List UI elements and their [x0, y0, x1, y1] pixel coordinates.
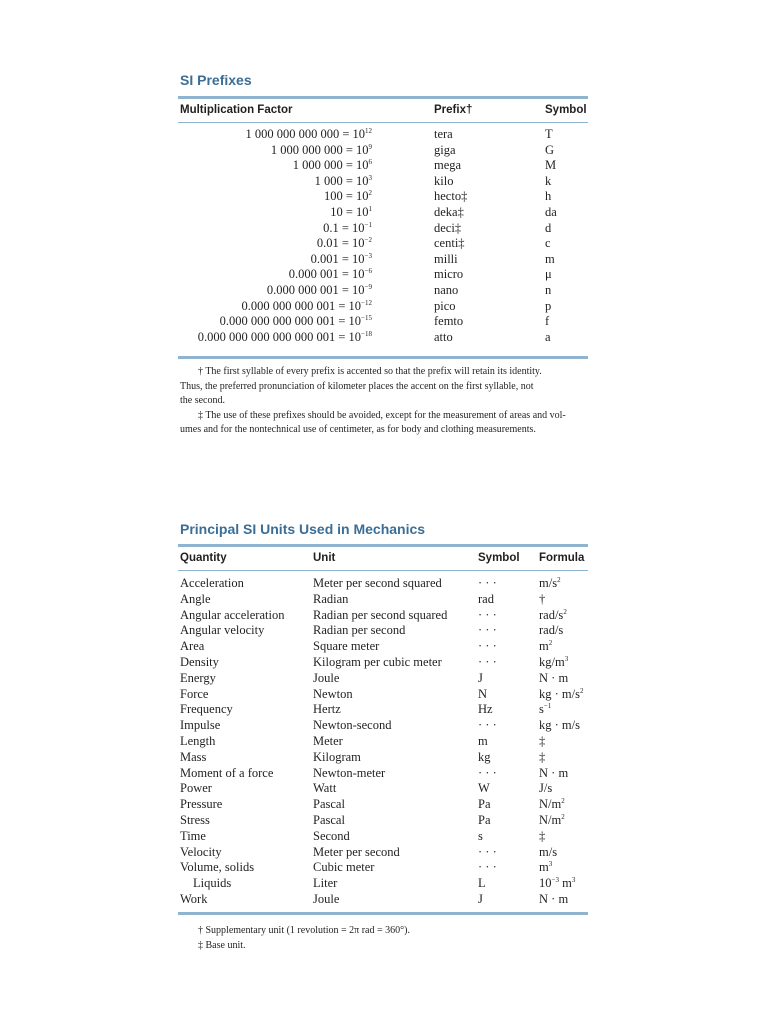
si-prefixes-top-rule — [178, 96, 588, 99]
unit-symbol: N — [478, 686, 488, 701]
prefix-name: deka‡ — [434, 205, 464, 219]
unit-name: Meter per second — [313, 844, 400, 859]
unit-name: Kilogram per cubic meter — [313, 655, 442, 669]
prefix-symbol: k — [545, 173, 552, 188]
prefix-symbol: n — [545, 283, 552, 297]
factor-exponent: 9 — [368, 142, 372, 151]
prefix-row — [0, 235, 768, 251]
factor-exponent: 3 — [368, 173, 372, 182]
unit-formula — [539, 638, 552, 654]
factor-value: 1 000 000 000 = 10 — [270, 142, 369, 157]
si-prefixes-footnotes — [180, 365, 590, 438]
unit-name: Newton-meter — [313, 765, 386, 780]
si-prefixes-title: SI Prefixes — [180, 72, 252, 88]
prefix-symbol: d — [545, 220, 552, 235]
formula-exponent: −3 — [551, 876, 559, 885]
si-prefixes-header-rule — [178, 122, 588, 123]
unit-row — [0, 812, 768, 828]
quantity-name: Velocity — [180, 844, 222, 859]
header-symbol-mechanics: Symbol — [478, 552, 520, 564]
unit-formula — [539, 654, 568, 670]
formula-base: N/m — [539, 813, 562, 827]
multiplication-factor — [315, 173, 372, 189]
formula-exponent: 2 — [563, 607, 567, 616]
factor-exponent: 12 — [365, 127, 372, 135]
unit-row — [0, 591, 768, 607]
unit-formula — [539, 686, 583, 702]
prefix-symbol: T — [545, 127, 553, 141]
prefix-row — [0, 204, 768, 220]
quantity-name: Length — [180, 734, 216, 748]
quantity-name: Density — [180, 655, 219, 669]
unit-formula — [539, 575, 561, 591]
formula-base: N · m — [539, 670, 569, 685]
factor-value: 100 = 10 — [323, 189, 369, 204]
prefix-name: deci‡ — [434, 220, 462, 235]
prefix-row — [0, 251, 768, 267]
unit-formula — [539, 780, 552, 796]
formula-base: N · m — [539, 765, 569, 780]
multiplication-factor — [323, 220, 372, 236]
prefix-symbol: h — [545, 189, 552, 204]
prefix-name: pico — [434, 298, 456, 313]
unit-symbol: Pa — [478, 797, 491, 812]
factor-value: 1 000 000 = 10 — [292, 158, 369, 173]
unit-symbol: · · · — [478, 718, 497, 733]
prefix-symbol: p — [545, 298, 552, 313]
unit-row — [0, 622, 768, 638]
unit-name: Radian per second squared — [313, 607, 448, 622]
factor-value: 0.000 001 = 10 — [288, 267, 365, 282]
unit-name: Pascal — [313, 797, 345, 812]
prefix-row — [0, 157, 768, 173]
prefix-row — [0, 329, 768, 345]
prefix-name: tera — [434, 127, 453, 141]
unit-name: Newton — [313, 686, 353, 701]
unit-name: Radian per second — [313, 623, 406, 638]
factor-value: 10 = 10 — [330, 205, 369, 219]
prefix-row — [0, 142, 768, 158]
footnote-line: Thus, the preferred pronunciation of kilometer places the accent on the first syllable, not — [180, 380, 534, 392]
unit-row — [0, 828, 768, 844]
unit-row — [0, 859, 768, 875]
prefix-symbol: a — [545, 329, 551, 344]
mechanics-units-header-rule — [178, 570, 588, 571]
unit-formula — [539, 812, 565, 828]
formula-exponent: 2 — [561, 813, 565, 821]
formula-exponent: 3 — [548, 860, 553, 869]
prefix-name: mega — [434, 158, 462, 173]
header-prefix: Prefix† — [434, 104, 473, 116]
factor-value: 0.1 = 10 — [323, 220, 365, 235]
header-unit: Unit — [313, 552, 336, 564]
footnote-line: ‡ Base unit. — [198, 939, 246, 951]
prefix-name: centi‡ — [434, 236, 465, 251]
formula-base: s — [539, 702, 544, 717]
factor-value: 0.000 000 000 000 000 001 = 10 — [197, 329, 362, 344]
formula-base: m — [539, 639, 549, 654]
factor-value: 0.001 = 10 — [310, 251, 365, 266]
quantity-name: Impulse — [180, 718, 221, 733]
multiplication-factor — [241, 298, 372, 314]
unit-name: Joule — [313, 670, 340, 685]
factor-exponent: −2 — [364, 236, 372, 245]
formula-exponent: −1 — [543, 702, 552, 711]
quantity-name: Angular acceleration — [180, 607, 285, 622]
formula-exponent: 2 — [557, 576, 561, 584]
footnote-line: † The first syllable of every prefix is accented so that the prefix will retain its identity. — [198, 366, 542, 377]
si-prefixes-bottom-rule — [178, 356, 588, 359]
mechanics-units-top-rule — [178, 544, 588, 547]
prefix-symbol: G — [545, 142, 555, 157]
unit-formula — [539, 765, 568, 781]
unit-row — [0, 670, 768, 686]
mechanics-units-title: Principal SI Units Used in Mechanics — [180, 521, 426, 537]
quantity-name: Moment of a force — [180, 765, 274, 780]
multiplication-factor — [267, 282, 372, 298]
unit-symbol: s — [478, 828, 483, 843]
formula-base: ‡ — [539, 749, 546, 764]
prefix-row — [0, 188, 768, 204]
formula-exponent: 2 — [579, 686, 584, 695]
unit-symbol: · · · — [478, 576, 497, 590]
factor-value: 0.000 000 001 = 10 — [266, 283, 365, 297]
formula-base: kg/m — [539, 655, 565, 669]
unit-row — [0, 844, 768, 860]
unit-name: Kilogram — [313, 749, 361, 764]
factor-exponent: 6 — [368, 158, 372, 167]
unit-formula — [539, 875, 575, 891]
prefix-name: hecto‡ — [434, 189, 468, 204]
quantity-name: Work — [180, 892, 208, 906]
unit-row — [0, 749, 768, 765]
formula-exponent: 2 — [561, 797, 565, 806]
formula-base: kg · m/s — [539, 686, 580, 701]
unit-formula — [539, 828, 545, 844]
factor-value: 1 000 000 000 000 = 10 — [245, 127, 365, 141]
unit-row — [0, 733, 768, 749]
quantity-name: Power — [180, 781, 212, 796]
unit-symbol: · · · — [478, 623, 497, 638]
prefix-row — [0, 220, 768, 236]
prefix-row — [0, 313, 768, 329]
unit-formula — [539, 701, 551, 717]
unit-symbol: · · · — [478, 655, 497, 669]
unit-row — [0, 717, 768, 733]
footnote-line: † Supplementary unit (1 revolution = 2π rad = 360°). — [198, 925, 410, 936]
unit-name: Joule — [313, 892, 340, 906]
unit-formula — [539, 733, 545, 749]
quantity-name: Frequency — [180, 702, 233, 717]
unit-symbol: Hz — [478, 702, 493, 717]
mechanics-units-bottom-rule — [178, 912, 588, 915]
unit-symbol: rad — [478, 591, 494, 606]
multiplication-factor — [220, 313, 372, 329]
header-symbol: Symbol — [545, 104, 587, 116]
unit-row — [0, 780, 768, 796]
formula-base: N · m — [539, 892, 569, 906]
unit-formula — [539, 670, 568, 686]
prefix-name: kilo — [434, 173, 454, 188]
factor-value: 0.000 000 000 000 001 = 10 — [219, 314, 362, 329]
formula-base: 10 — [539, 876, 552, 891]
prefix-name: micro — [434, 267, 464, 282]
prefix-row — [0, 173, 768, 189]
formula-base: m — [539, 860, 549, 875]
unit-formula — [539, 607, 567, 623]
multiplication-factor — [293, 157, 372, 173]
formula-tail: m — [558, 876, 572, 891]
formula-exponent: 2 — [548, 639, 553, 648]
multiplication-factor — [311, 251, 372, 267]
formula-base: N/m — [539, 797, 562, 812]
multiplication-factor — [317, 235, 372, 251]
quantity-name: Force — [180, 686, 209, 701]
unit-row — [0, 654, 768, 670]
unit-row — [0, 891, 768, 907]
prefix-symbol: f — [545, 314, 550, 329]
formula-base: † — [539, 591, 546, 606]
formula-base: rad/s — [539, 607, 564, 622]
unit-formula — [539, 622, 563, 638]
factor-exponent: −6 — [364, 267, 372, 276]
formula-base: m/s — [539, 844, 558, 859]
footnote-line: umes and for the nontechnical use of centimeter, as for body and clothing measurements. — [180, 424, 536, 435]
prefix-name: femto — [434, 314, 464, 329]
quantity-name: Energy — [180, 670, 216, 685]
unit-symbol: · · · — [478, 860, 497, 875]
factor-exponent: 2 — [368, 189, 372, 198]
footnote-line: ‡ The use of these prefixes should be avoided, except for the measurement of areas and vol- — [198, 409, 566, 421]
prefix-name: giga — [434, 142, 456, 157]
quantity-name: Time — [180, 828, 206, 843]
unit-name: Meter per second squared — [313, 576, 442, 590]
unit-row — [0, 701, 768, 717]
unit-symbol: W — [478, 781, 490, 796]
prefix-name: nano — [434, 283, 459, 297]
prefix-symbol: c — [545, 236, 551, 251]
unit-formula — [539, 859, 552, 875]
unit-name: Second — [313, 828, 350, 843]
factor-exponent: −9 — [364, 283, 372, 291]
unit-row — [0, 796, 768, 812]
factor-value: 0.01 = 10 — [316, 236, 365, 251]
factor-exponent: −18 — [361, 329, 372, 338]
unit-name: Cubic meter — [313, 860, 375, 875]
prefix-row — [0, 298, 768, 314]
quantity-name: Angular velocity — [180, 623, 265, 638]
quantity-name: Angle — [180, 591, 211, 606]
factor-value: 1 000 = 10 — [314, 173, 369, 188]
quantity-name: Stress — [180, 813, 210, 827]
formula-base: ‡ — [539, 828, 546, 843]
multiplication-factor — [245, 126, 372, 142]
quantity-name: Mass — [180, 749, 207, 764]
unit-name: Pascal — [313, 813, 345, 827]
multiplication-factor — [289, 266, 372, 282]
unit-formula — [539, 749, 545, 765]
unit-symbol: Pa — [478, 813, 491, 827]
unit-symbol: m — [478, 734, 488, 748]
header-formula: Formula — [539, 552, 585, 564]
quantity-name: Area — [180, 639, 205, 654]
formula-tail-exponent: 3 — [571, 876, 576, 885]
factor-value: 0.000 000 000 001 = 10 — [241, 298, 362, 313]
formula-base: kg · m/s — [539, 718, 580, 733]
unit-row — [0, 686, 768, 702]
factor-exponent: −15 — [361, 314, 372, 323]
header-multiplication-factor: Multiplication Factor — [180, 104, 293, 116]
formula-exponent: 3 — [564, 655, 569, 663]
prefix-row — [0, 266, 768, 282]
unit-formula — [539, 591, 545, 607]
formula-base: rad/s — [539, 623, 564, 638]
unit-name: Radian — [313, 591, 349, 606]
unit-name: Watt — [313, 781, 337, 796]
unit-symbol: · · · — [478, 639, 497, 654]
footnote-line: the second. — [180, 395, 225, 406]
unit-symbol: · · · — [478, 765, 497, 780]
prefix-row — [0, 282, 768, 298]
multiplication-factor — [198, 329, 372, 345]
quantity-name: Liquids — [193, 876, 232, 891]
quantity-name: Pressure — [180, 797, 223, 812]
prefix-symbol: M — [545, 158, 557, 173]
factor-exponent: −3 — [364, 251, 372, 260]
unit-row — [0, 607, 768, 623]
mechanics-units-footnotes — [198, 924, 578, 953]
unit-symbol: J — [478, 670, 483, 685]
formula-base: ‡ — [539, 734, 546, 748]
header-quantity: Quantity — [180, 552, 227, 564]
unit-row — [0, 765, 768, 781]
factor-exponent: −1 — [364, 220, 372, 229]
quantity-name: Acceleration — [180, 576, 244, 590]
factor-exponent: −12 — [361, 298, 372, 307]
prefix-symbol: da — [545, 205, 557, 219]
unit-symbol: L — [478, 876, 486, 891]
formula-base: m/s — [539, 576, 558, 590]
prefix-symbol: m — [545, 251, 555, 266]
unit-symbol: J — [478, 892, 483, 906]
unit-name: Meter — [313, 734, 343, 748]
unit-row — [0, 575, 768, 591]
unit-name: Newton-second — [313, 718, 392, 733]
unit-formula — [539, 796, 565, 812]
unit-row — [0, 638, 768, 654]
prefix-row — [0, 126, 768, 142]
quantity-name: Volume, solids — [180, 860, 255, 875]
unit-name: Hertz — [313, 702, 341, 717]
unit-formula — [539, 717, 580, 733]
multiplication-factor — [271, 142, 372, 158]
unit-symbol: · · · — [478, 607, 497, 622]
prefix-symbol: μ — [545, 267, 552, 282]
multiplication-factor — [324, 188, 372, 204]
unit-name: Square meter — [313, 639, 380, 654]
unit-formula — [539, 844, 557, 860]
formula-base: J/s — [539, 781, 553, 796]
factor-exponent: 1 — [368, 205, 372, 213]
multiplication-factor — [330, 204, 372, 220]
prefix-name: atto — [434, 329, 453, 344]
unit-formula — [539, 891, 568, 907]
prefix-name: milli — [434, 251, 458, 266]
unit-name: Liter — [313, 876, 338, 891]
unit-symbol: kg — [478, 749, 491, 764]
unit-row — [0, 875, 768, 891]
unit-symbol: · · · — [478, 844, 497, 859]
